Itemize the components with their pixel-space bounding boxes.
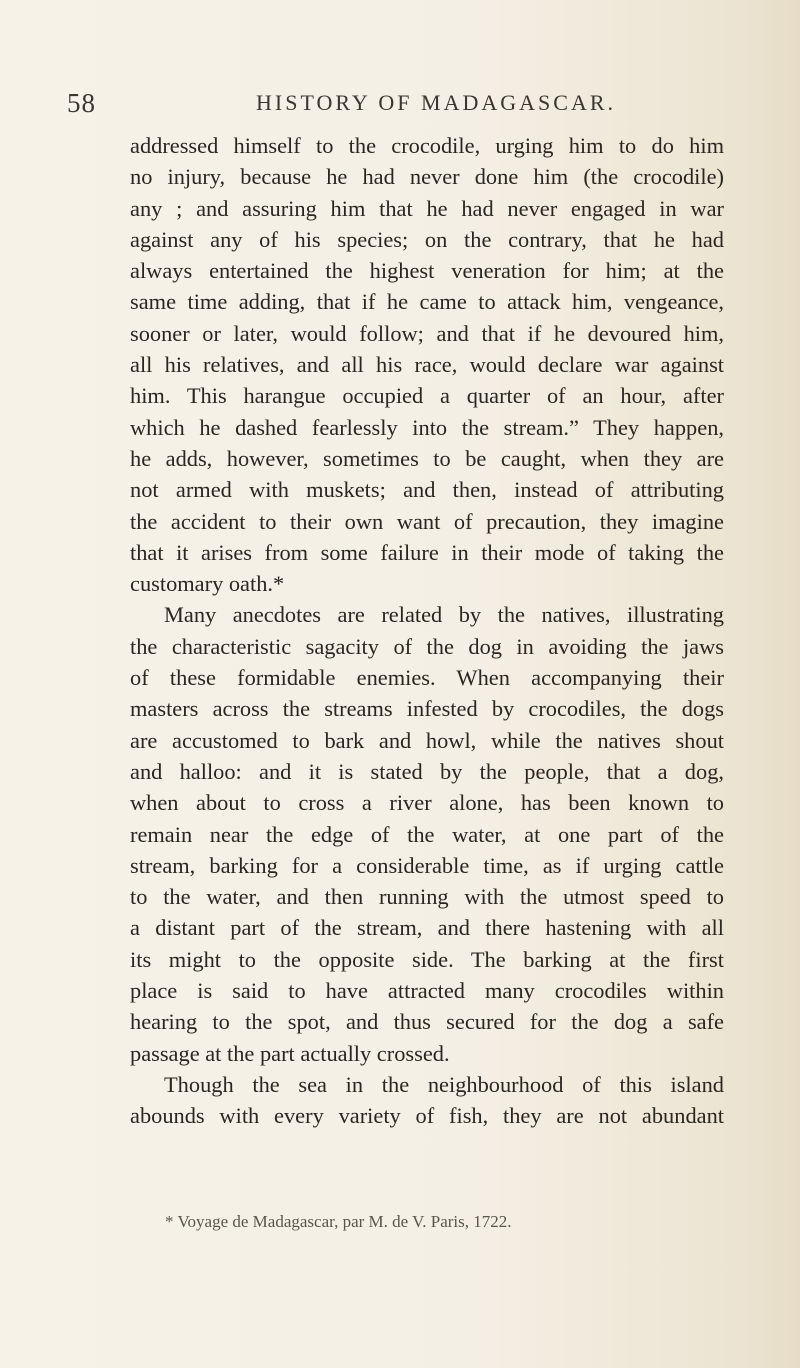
text-line: hearing to the spot, and thus secured for the dog a safe <box>130 1009 724 1035</box>
running-title: HISTORY OF MADAGASCAR. <box>256 90 617 115</box>
text-line: he adds, however, sometimes to be caught, when they are <box>130 445 724 471</box>
text-line: when about to cross a river alone, has been known to <box>130 790 724 816</box>
text-line: all his relatives, and all his race, would declare war against <box>130 352 724 378</box>
text-line: stream, barking for a considerable time, as if urging cattle <box>130 852 724 878</box>
text-line: same time adding, that if he came to attack him, vengeance, <box>130 289 724 315</box>
text-line: of these formidable enemies. When accompanying their <box>130 665 724 691</box>
text-line: are accustomed to bark and howl, while the natives shout <box>130 727 724 753</box>
text-line: remain near the edge of the water, at one part of the <box>130 821 724 847</box>
text-line: that it arises from some failure in their mode of taking the <box>130 539 724 565</box>
text-line: masters across the streams infested by crocodiles, the dogs <box>130 696 724 722</box>
text-line: customary oath.* <box>130 571 285 597</box>
running-head <box>0 88 800 128</box>
text-line: the accident to their own want of precaution, they imagine <box>130 508 724 534</box>
text-line: always entertained the highest veneration for him; at the <box>130 258 724 284</box>
text-line: not armed with muskets; and then, instead of attributing <box>130 477 724 503</box>
text-line: addressed himself to the crocodile, urging him to do him <box>130 133 724 158</box>
text-line: to the water, and then running with the utmost speed to <box>130 884 724 910</box>
footnote: * Voyage de Madagascar, par M. de V. Paris, 1722. <box>165 1212 512 1231</box>
text-line: its might to the opposite side. The barking at the first <box>130 946 724 972</box>
text-line: any ; and assuring him that he had never engaged in war <box>130 195 724 221</box>
text-line: the characteristic sagacity of the dog in avoiding the jaws <box>130 633 724 659</box>
text-line: a distant part of the stream, and there hastening with all <box>130 915 724 941</box>
body-text <box>130 130 724 1132</box>
text-line: and halloo: and it is stated by the people, that a dog, <box>130 758 724 784</box>
text-line: which he dashed fearlessly into the stream.” They happen, <box>130 414 724 440</box>
text-line: Though the sea in the neighbourhood of this island <box>164 1071 724 1097</box>
text-line: place is said to have attracted many crocodiles within <box>130 978 724 1004</box>
text-line: him. This harangue occupied a quarter of an hour, after <box>130 383 724 409</box>
text-line: against any of his species; on the contrary, that he had <box>130 226 724 252</box>
text-line: Many anecdotes are related by the natives, illustrating <box>164 602 724 628</box>
page-number: 58 <box>67 88 96 118</box>
text-line: abounds with every variety of fish, they are not abundant <box>130 1103 724 1129</box>
text-line: passage at the part actually crossed. <box>130 1040 450 1066</box>
text-line: sooner or later, would follow; and that if he devoured him, <box>130 320 724 346</box>
text-line: no injury, because he had never done him (the crocodile) <box>130 164 724 190</box>
